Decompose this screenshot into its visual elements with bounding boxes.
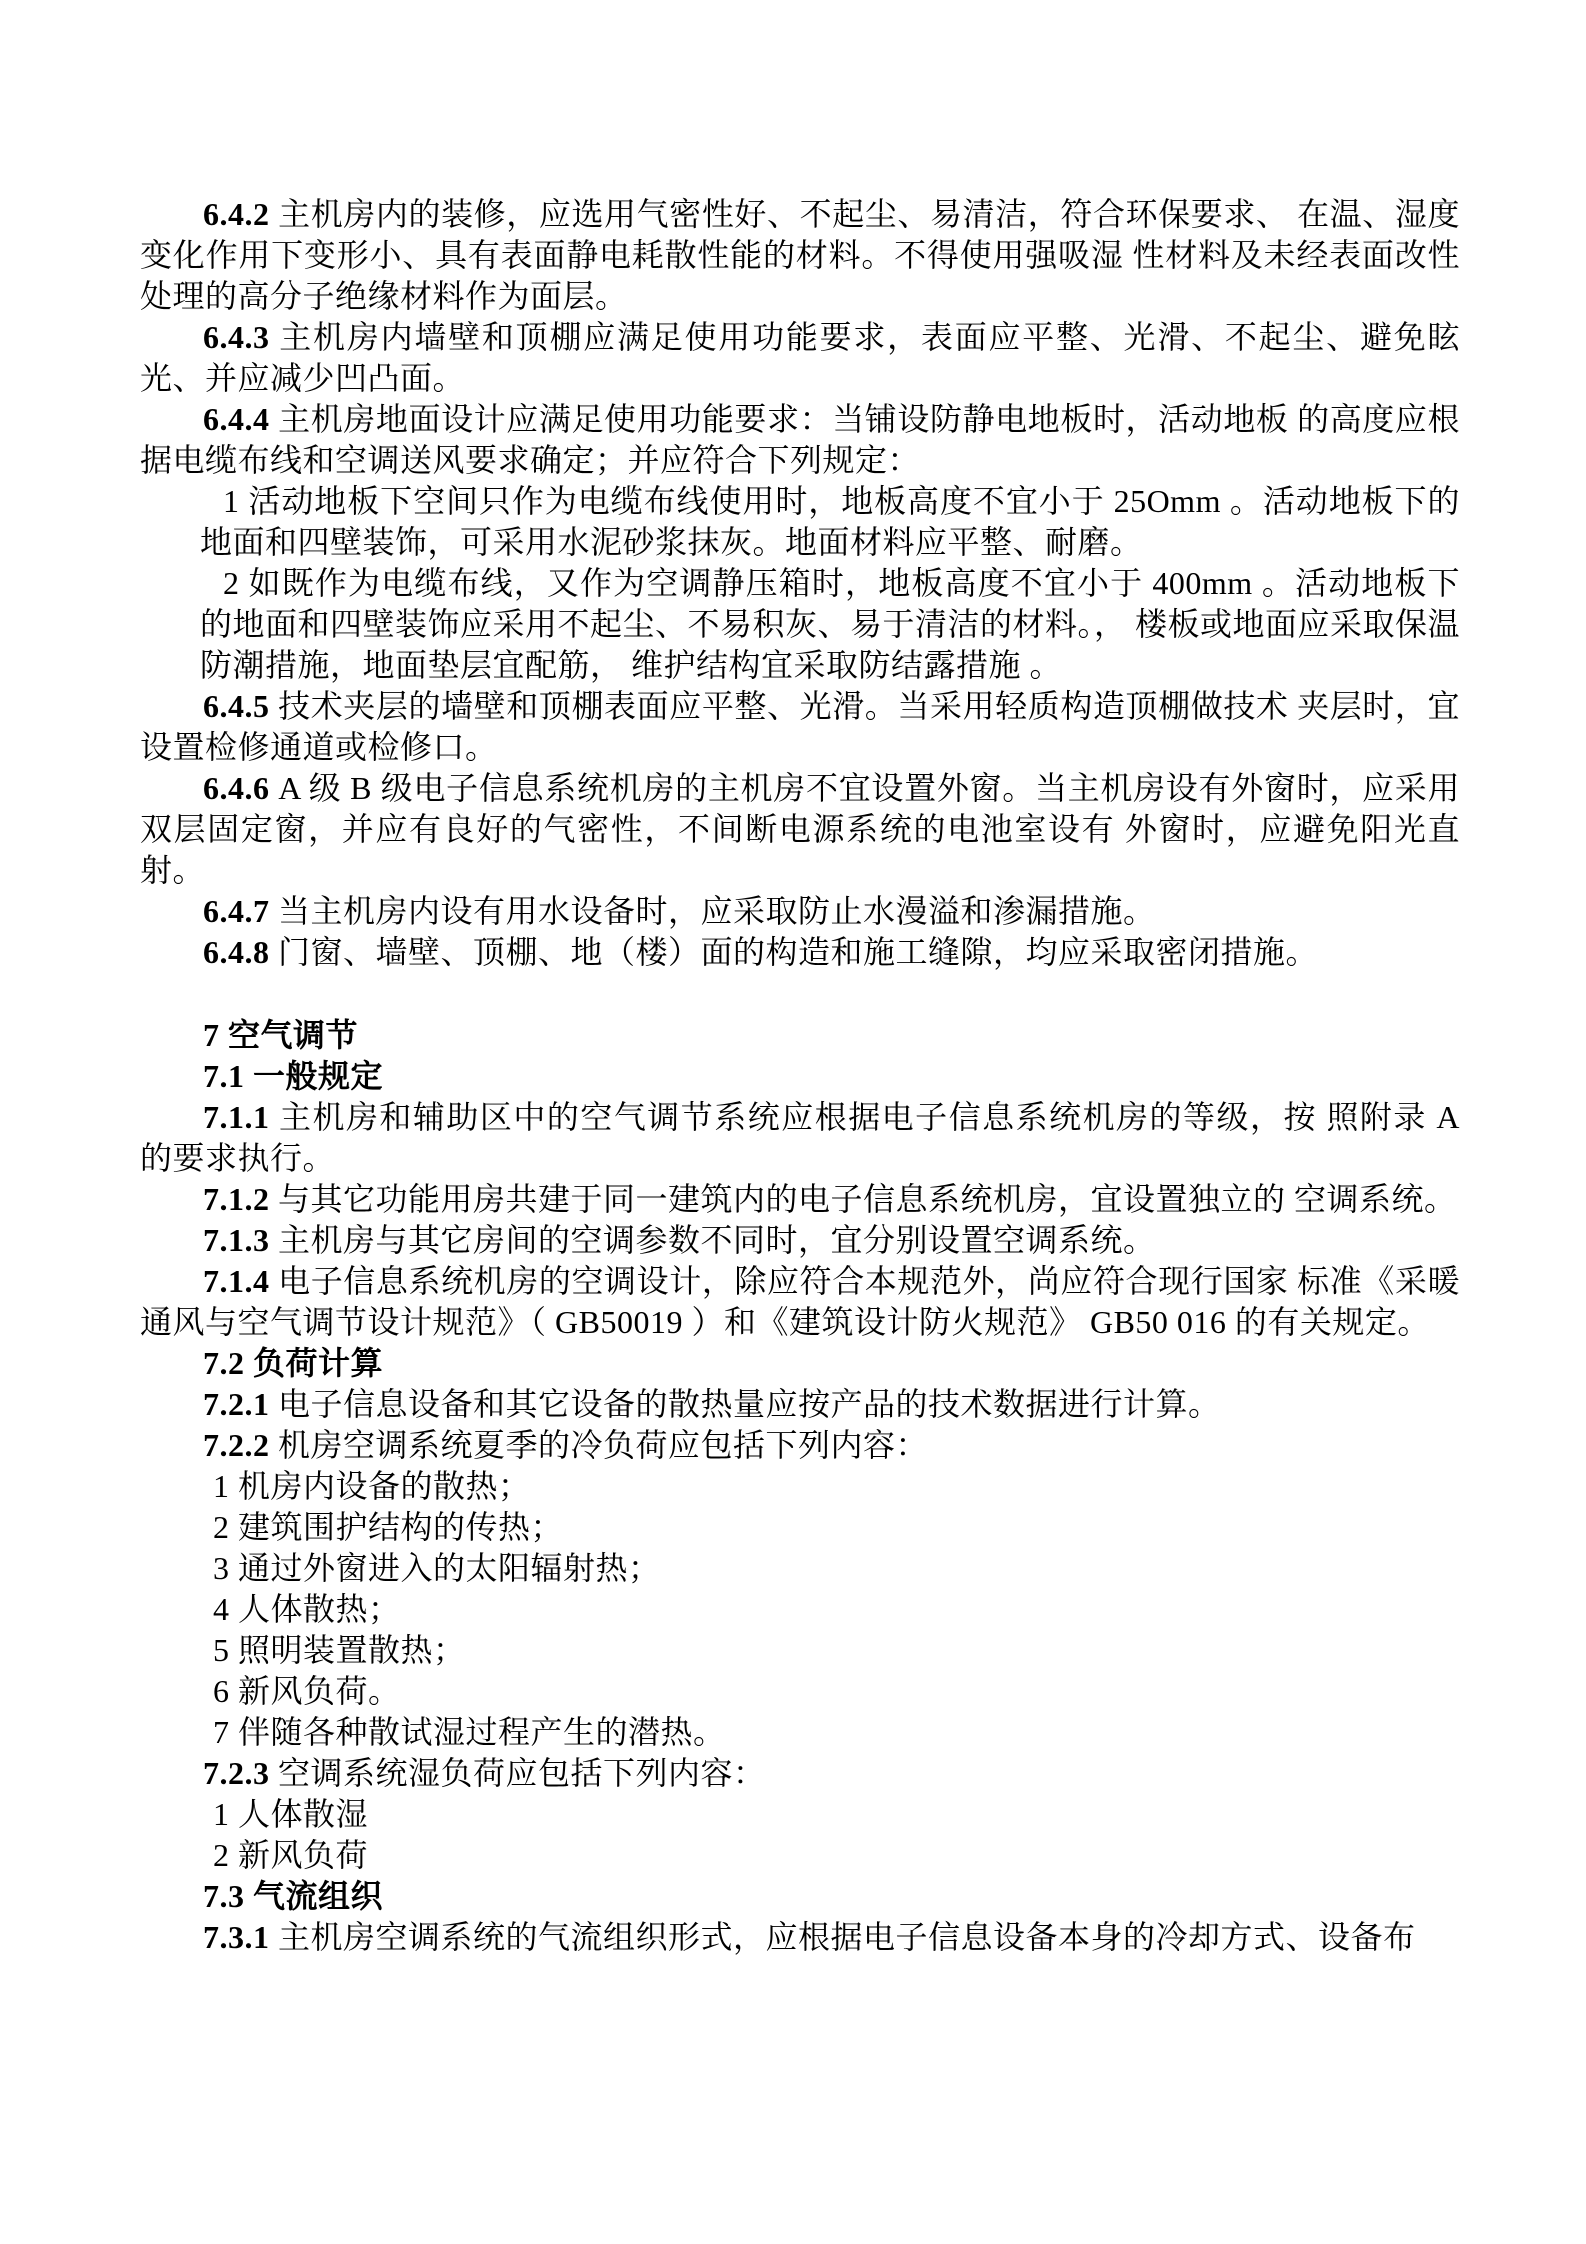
clause-7.2.3: 7.2.3 空调系统湿负荷应包括下列内容： bbox=[203, 1755, 766, 1791]
heading-7.3: 7.3 气流组织 bbox=[203, 1878, 384, 1914]
clause-7.1.1: 7.1.1 主机房和辅助区中的空气调节系统应根据电子信息系统机房的等级，按 照附录 A 的要求执行。 bbox=[140, 1099, 1460, 1176]
clause-6.4.8: 6.4.8 门窗、墙壁、顶棚、地（楼）面的构造和施工缝隙，均应采取密闭措施。 bbox=[203, 934, 1319, 970]
clause-6.4.2: 6.4.2 主机房内的装修，应选用气密性好、不起尘、易清洁，符合环保要求、 在温、湿度变化作用下变形小、具有表面静电耗散性能的材料。不得使用强吸湿 性材料及未经表面改性处理的高分子绝缘材料作为面层。 bbox=[140, 196, 1460, 314]
item-number: 7.1 bbox=[203, 1058, 245, 1094]
item-number: 2 bbox=[213, 1509, 230, 1545]
item-number: 7.2.1 bbox=[203, 1386, 270, 1422]
item-number: 7.2.3 bbox=[203, 1755, 270, 1791]
item-number: 2 bbox=[223, 565, 240, 601]
clause-6.4.3: 6.4.3 主机房内墙壁和顶棚应满足使用功能要求，表面应平整、光滑、不起尘、避免眩光、并应减少凹凸面。 bbox=[140, 319, 1460, 396]
section-gap bbox=[140, 973, 1460, 1015]
clause-7.2.1: 7.2.1 电子信息设备和其它设备的散热量应按产品的技术数据进行计算。 bbox=[203, 1386, 1221, 1422]
item-number: 5 bbox=[213, 1632, 230, 1668]
item-number: 7.1.3 bbox=[203, 1222, 270, 1258]
clause-7.1.2: 7.1.2 与其它功能用房共建于同一建筑内的电子信息系统机房，宜设置独立的 空调系统。 bbox=[203, 1181, 1457, 1217]
list-item-2: 2 新风负荷 bbox=[213, 1837, 369, 1873]
clause-6.4.4: 6.4.4 主机房地面设计应满足使用功能要求：当铺设防静电地板时，活动地板 的高度应根据电缆布线和空调送风要求确定；并应符合下列规定： bbox=[140, 401, 1460, 478]
document-body bbox=[140, 194, 1460, 1958]
item-number: 4 bbox=[213, 1591, 230, 1627]
heading-7.1: 7.1 一般规定 bbox=[203, 1058, 384, 1094]
list-item-1: 1 机房内设备的散热； bbox=[213, 1468, 531, 1504]
item-number: 7.1.4 bbox=[203, 1263, 270, 1299]
list-item-4: 4 人体散热； bbox=[213, 1591, 401, 1627]
item-number: 1 bbox=[213, 1796, 230, 1832]
clause-6.4.7: 6.4.7 当主机房内设有用水设备时，应采取防止水漫溢和渗漏措施。 bbox=[203, 893, 1156, 929]
item-number: 6.4.3 bbox=[203, 319, 270, 355]
list-item-7: 7 伴随各种散试湿过程产生的潜热。 bbox=[213, 1714, 726, 1750]
item-number: 3 bbox=[213, 1550, 230, 1586]
item-number: 7.3 bbox=[203, 1878, 245, 1914]
item-number: 6.4.2 bbox=[203, 196, 270, 232]
item-number: 7.1.2 bbox=[203, 1181, 270, 1217]
subitem-2: 2 如既作为电缆布线，又作为空调静压箱时，地板高度不宜小于 400mm 。活动地板下的地面和四壁装饰应采用不起尘、不易积灰、易于清洁的材料。， 楼板或地面应采取保温防潮措施，地面垫层宜配筋， 维护结构宜采取防结露措施 。 bbox=[200, 565, 1461, 683]
item-number: 6.4.7 bbox=[203, 893, 270, 929]
list-item-6: 6 新风负荷。 bbox=[213, 1673, 401, 1709]
heading-7: 7 空气调节 bbox=[203, 1017, 359, 1053]
item-number: 7 bbox=[203, 1017, 220, 1053]
item-number: 6.4.8 bbox=[203, 934, 270, 970]
subitem-1: 1 活动地板下空间只作为电缆布线使用时，地板高度不宜小于 25Omm 。活动地板下的地面和四壁装饰，可采用水泥砂浆抹灰。地面材料应平整、耐磨。 bbox=[200, 483, 1460, 560]
clause-7.2.2: 7.2.2 机房空调系统夏季的冷负荷应包括下列内容： bbox=[203, 1427, 929, 1463]
item-number: 6.4.5 bbox=[203, 688, 270, 724]
item-number: 1 bbox=[213, 1468, 230, 1504]
item-number: 7.3.1 bbox=[203, 1919, 270, 1955]
item-number: 7.2.2 bbox=[203, 1427, 270, 1463]
item-number: 6.4.6 bbox=[203, 770, 270, 806]
clause-7.3.1: 7.3.1 主机房空调系统的气流组织形式，应根据电子信息设备本身的冷却方式、设备布 bbox=[203, 1919, 1416, 1955]
list-item-5: 5 照明装置散热； bbox=[213, 1632, 466, 1668]
clause-6.4.5: 6.4.5 技术夹层的墙壁和顶棚表面应平整、光滑。当采用轻质构造顶棚做技术 夹层时，宜设置检修通道或检修口。 bbox=[140, 688, 1460, 765]
clause-7.1.4: 7.1.4 电子信息系统机房的空调设计，除应符合本规范外，尚应符合现行国家 标准《采暖通风与空气调节设计规范》（ GB50019 ）和《建筑设计防火规范》 GB50 016 的有关规定。 bbox=[140, 1263, 1460, 1340]
item-number: 2 bbox=[213, 1837, 230, 1873]
list-item-2: 2 建筑围护结构的传热； bbox=[213, 1509, 564, 1545]
clause-6.4.6: 6.4.6 A 级 B 级电子信息系统机房的主机房不宜设置外窗。当主机房设有外窗时，应采用双层固定窗，并应有良好的气密性，不间断电源系统的电池室设有 外窗时，应避免阳光直射。 bbox=[140, 770, 1460, 888]
item-number: 6.4.4 bbox=[203, 401, 270, 437]
list-item-1: 1 人体散湿 bbox=[213, 1796, 369, 1832]
item-number: 7.1.1 bbox=[203, 1099, 270, 1135]
item-number: 6 bbox=[213, 1673, 230, 1709]
item-number: 7.2 bbox=[203, 1345, 245, 1381]
clause-7.1.3: 7.1.3 主机房与其它房间的空调参数不同时，宜分别设置空调系统。 bbox=[203, 1222, 1156, 1258]
heading-7.2: 7.2 负荷计算 bbox=[203, 1345, 384, 1381]
item-number: 7 bbox=[213, 1714, 230, 1750]
list-item-3: 3 通过外窗进入的太阳辐射热； bbox=[213, 1550, 661, 1586]
item-number: 1 bbox=[223, 483, 240, 519]
